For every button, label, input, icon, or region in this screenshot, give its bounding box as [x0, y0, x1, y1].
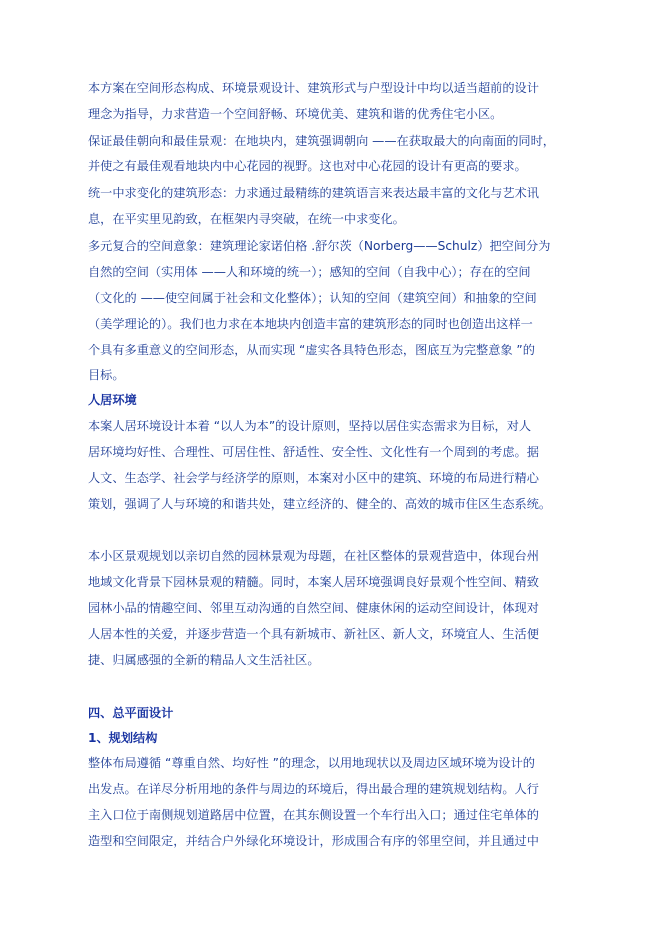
text-line: 造型和空间限定，并结合户外绿化环境设计，形成围合有序的邻里空间，并且通过中 [88, 834, 539, 848]
text-line: 本案人居环境设计本着 “以人为本”的设计原则，坚持以居住实态需求为目标，对人 [88, 419, 532, 433]
text-line: （文化的 ——使空间属于社会和文化整体）；认知的空间（建筑空间）和抽象的空间 [88, 291, 537, 305]
text-line: 园林小品的情趣空间、邻里互动沟通的自然空间、健康休闲的运动空间设计，体现对 [88, 601, 539, 615]
text-line: 息，在平实里见韵致，在框架内寻突破，在统一中求变化。 [88, 212, 405, 226]
text-line: （美学理论的）。我们也力求在本地块内创造丰富的建筑形态的同时也创造出这样一 [88, 317, 533, 331]
text-line: 多元复合的空间意象：建筑理论家诺伯格 .舒尔茨（Norberg——Schulz）把空间分为 [88, 239, 551, 253]
text-line: 地域文化背景下园林景观的精髓。同时，本案人居环境强调良好景观个性空间、精致 [88, 575, 539, 589]
text-line: 保证最佳朝向和最佳景观：在地块内，建筑强调朝向 ——在获取最大的向南面的同时， [88, 134, 555, 148]
text-line: 理念为指导，力求营造一个空间舒畅、环境优美、建筑和谐的优秀住宅小区。 [88, 107, 503, 121]
text-line: 人居本性的关爱，并逐步营造一个具有新城市、新社区、新人文，环境宜人、生活便 [88, 627, 539, 641]
text-line: 并使之有最佳观看地块内中心花园的视野。这也对中心花园的设计有更高的要求。 [88, 159, 527, 173]
subsection-heading: 1、规划结构 [88, 731, 158, 745]
section-heading: 四、总平面设计 [88, 706, 174, 720]
text-line: 统一中求变化的建筑形态：力求通过最精练的建筑语言来表达最丰富的文化与艺术讯 [88, 186, 539, 200]
text-line: 居环境均好性、合理性、可居住性、舒适性、安全性、文化性有一个周到的考虑。据 [88, 445, 539, 459]
text-line: 人文、生态学、社会学与经济学的原则，本案对小区中的建筑、环境的布局进行精心 [88, 471, 539, 485]
text-line: 策划，强调了人与环境的和谐共处，建立经济的、健全的、高效的城市住区生态系统。 [88, 497, 552, 511]
text-line: 本方案在空间形态构成、环境景观设计、建筑形式与户型设计中均以适当超前的设计 [88, 81, 539, 95]
text-line: 出发点。在详尽分析用地的条件与周边的环境后，得出最合理的建筑规划结构。人行 [88, 782, 539, 796]
text-line: 整体布局遵循 “尊重自然、均好性 ”的理念，以用地现状以及周边区域环境为设计的 [88, 756, 535, 770]
text-line: 个具有多重意义的空间形态，从而实现 “虚实各具特色形态，图底互为完整意象 ”的 [88, 343, 535, 357]
text-line: 主入口位于南侧规划道路居中位置，在其东侧设置一个车行出入口；通过住宅单体的 [88, 808, 539, 822]
section-heading: 人居环境 [88, 393, 137, 407]
text-line: 本小区景观规划以亲切自然的园林景观为母题，在社区整体的景观营造中，体现台州 [88, 549, 539, 563]
text-line: 自然的空间（实用体 ——人和环境的统一）；感知的空间（自我中心）；存在的空间 [88, 265, 531, 279]
text-line: 捷、归属感强的全新的精品人文生活社区。 [88, 653, 320, 667]
text-line: 目标。 [88, 368, 125, 382]
